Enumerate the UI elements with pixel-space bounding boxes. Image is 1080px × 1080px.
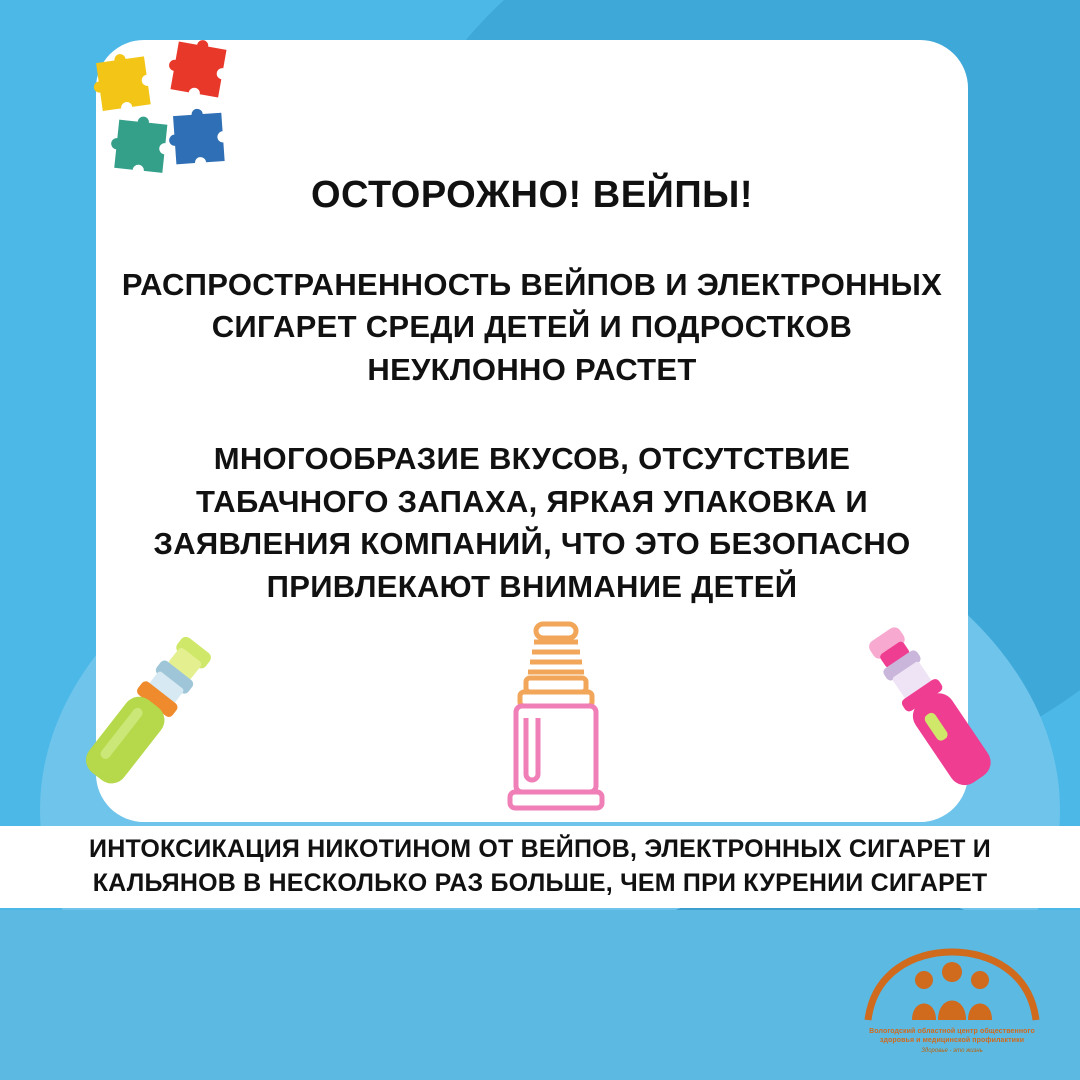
poster-text-block <box>120 172 944 609</box>
organisation-name: Вологодский областной центр общественного здоровья и медицинской профилактики <box>869 1028 1035 1044</box>
bottom-banner <box>0 826 1080 908</box>
paragraph-prevalence: РАСПРОСТРАНЕННОСТЬ ВЕЙПОВ И ЭЛЕКТРОННЫХ СИГАРЕТ СРЕДИ ДЕТЕЙ И ПОДРОСТКОВ НЕУКЛОННО РАСТЕТ <box>121 266 943 388</box>
puzzle-pieces-icon <box>92 28 252 188</box>
paragraph-attraction: МНОГООБРАЗИЕ ВКУСОВ, ОТСУТСТВИЕ ТАБАЧНОГО ЗАПАХА, ЯРКАЯ УПАКОВКА И ЗАЯВЛЕНИЯ КОМПАНИЙ, ЧТО ЭТО БЕЗОПАСНО ПРИВЛЕКАЮТ ВНИМАНИЕ ДЕТЕЙ <box>153 440 911 605</box>
organisation-tagline: Здоровье - это жизнь <box>921 1047 983 1054</box>
organisation-logo <box>852 942 1052 1068</box>
vape-tank-outline-icon <box>476 618 636 816</box>
page-title: ОСТОРОЖНО! ВЕЙПЫ! <box>310 174 754 216</box>
family-figures-icon <box>852 942 1052 1026</box>
banner-text: ИНТОКСИКАЦИЯ НИКОТИНОМ ОТ ВЕЙПОВ, ЭЛЕКТРОННЫХ СИГАРЕТ И КАЛЬЯНОВ В НЕСКОЛЬКО РАЗ БОЛЬШЕ, ЧЕМ ПРИ КУРЕНИИ СИГАРЕТ <box>89 835 991 897</box>
vape-pen-green-icon <box>56 612 246 812</box>
vape-pen-pink-icon <box>838 606 1028 806</box>
